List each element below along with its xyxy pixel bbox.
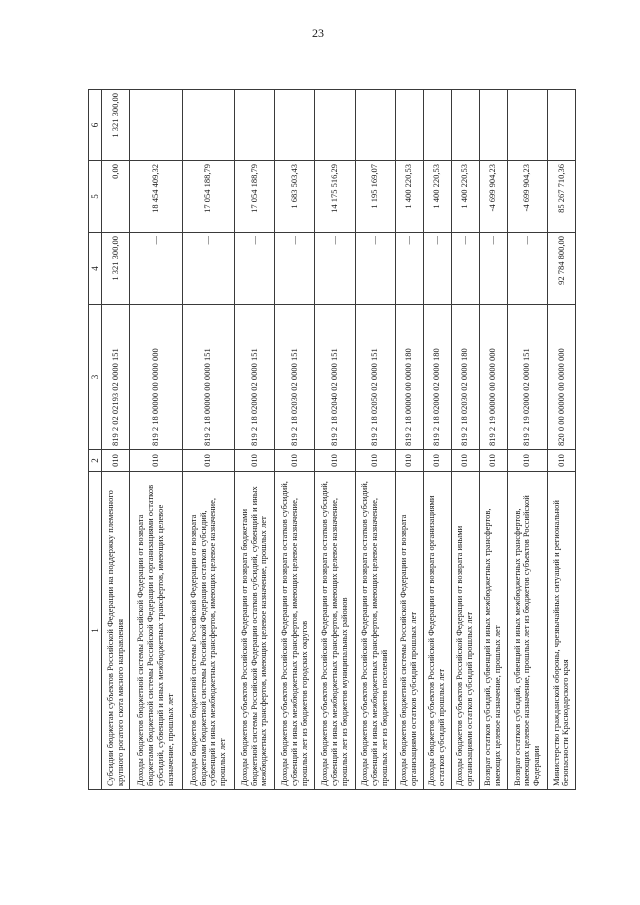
table-row — [355, 90, 395, 790]
row-budget-code: 819 2 18 02030 02 0000 151 — [275, 305, 315, 450]
row-name: Возврат остатков субсидий, субвенций и иных межбюджетных трансфертов, имеющих целевое назначение, прошлых лет из бюджетов субъектов Российской Федерации — [507, 472, 547, 790]
header-col-1: 1 — [89, 472, 102, 790]
row-name: Доходы бюджетов бюджетной системы Российской Федерации от возврата бюджетами бюджетной системы Российской Федерации остатков субсидий, субвенций и иных межбюджетных трансфертов, имеющих целевое назначение, прошлых лет — [182, 472, 234, 790]
table-row — [130, 90, 182, 790]
row-col5-value: 0,00 — [102, 161, 130, 233]
row-budget-code: 820 0 00 00000 00 0000 000 — [547, 305, 575, 450]
row-name: Доходы бюджетов субъектов Российской Федерации от возврата остатков субсидий, субвенций и иных межбюджетных трансфертов, имеющих целевое назначение, прошлых лет из бюджетов городских округов — [275, 472, 315, 790]
row-col6-value — [275, 90, 315, 161]
table-row — [275, 90, 315, 790]
row-col4-value: — — [423, 233, 451, 305]
row-budget-code: 819 2 18 00000 00 0000 000 — [130, 305, 182, 450]
row-col4-value: — — [275, 233, 315, 305]
row-col6-value — [547, 90, 575, 161]
header-col-5: 5 — [89, 161, 102, 233]
row-admin-code: 010 — [395, 450, 423, 472]
row-admin-code: 010 — [507, 450, 547, 472]
row-budget-code: 819 2 18 02040 02 0000 151 — [315, 305, 355, 450]
header-col-4: 4 — [89, 233, 102, 305]
row-admin-code: 010 — [315, 450, 355, 472]
row-admin-code: 010 — [275, 450, 315, 472]
row-col5-value: 1 400 220,53 — [451, 161, 479, 233]
row-col4-value: — — [395, 233, 423, 305]
row-budget-code: 819 2 18 00000 00 0000 180 — [395, 305, 423, 450]
row-col4-value: — — [355, 233, 395, 305]
row-col5-value: 17 054 188,79 — [182, 161, 234, 233]
row-col5-value: 18 454 409,32 — [130, 161, 182, 233]
row-col4-value: 92 784 800,00 — [547, 233, 575, 305]
row-budget-code: 819 2 19 02000 02 0000 151 — [507, 305, 547, 450]
table-row — [395, 90, 423, 790]
budget-table — [88, 89, 576, 790]
row-col6-value — [395, 90, 423, 161]
row-budget-code: 819 2 18 02000 02 0000 151 — [234, 305, 274, 450]
row-budget-code: 819 2 02 02193 02 0000 151 — [102, 305, 130, 450]
row-col5-value: 1 400 220,53 — [395, 161, 423, 233]
row-name: Возврат остатков субсидий, субвенций и иных межбюджетных трансфертов, имеющих целевое назначение, прошлых лет — [479, 472, 507, 790]
row-admin-code: 010 — [130, 450, 182, 472]
row-col4-value: — — [130, 233, 182, 305]
row-name: Доходы бюджетов субъектов Российской Федерации от возврата организациями остатков субсидий прошлых лет — [423, 472, 451, 790]
row-admin-code: 010 — [234, 450, 274, 472]
row-name: Доходы бюджетов субъектов Российской Федерации от возврата остатков субсидий, субвенций и иных межбюджетных трансфертов, имеющих целевое назначение, прошлых лет из бюджетов поселений — [355, 472, 395, 790]
row-col5-value: 1 683 503,43 — [275, 161, 315, 233]
row-admin-code: 010 — [423, 450, 451, 472]
row-col6-value — [423, 90, 451, 161]
row-admin-code: 010 — [182, 450, 234, 472]
row-name: Доходы бюджетов бюджетной системы Российской Федерации от возврата бюджетами бюджетной системы Российской Федерации и организациями остатков субсидий, субвенций и иных межбюджетных трансфертов, имеющих целевое назначение, прошлых лет — [130, 472, 182, 790]
row-budget-code: 819 2 18 02000 02 0000 180 — [423, 305, 451, 450]
row-col6-value — [234, 90, 274, 161]
header-col-3: 3 — [89, 305, 102, 450]
table-row — [315, 90, 355, 790]
row-col5-value: -4 699 904,23 — [479, 161, 507, 233]
table-row — [234, 90, 274, 790]
row-col5-value: 1 195 169,07 — [355, 161, 395, 233]
row-col5-value: -4 699 904,23 — [507, 161, 547, 233]
row-admin-code: 010 — [355, 450, 395, 472]
row-budget-code: 819 2 18 02050 02 0000 151 — [355, 305, 395, 450]
row-name: Министерство гражданской обороны, чрезвычайных ситуаций и региональной безопасности Краснодарского края — [547, 472, 575, 790]
row-col4-value: 1 321 300,00 — [102, 233, 130, 305]
row-name: Субсидии бюджетам субъектов Российской Федерации на поддержку племенного крупного рогатого скота мясного направления — [102, 472, 130, 790]
row-col6-value — [355, 90, 395, 161]
table-row — [507, 90, 547, 790]
row-name: Доходы бюджетов субъектов Российской Федерации от возврата остатков субсидий, субвенций и иных межбюджетных трансфертов, имеющих целевое назначение, прошлых лет из бюджетов муниципальных районов — [315, 472, 355, 790]
row-budget-code: 819 2 18 00000 00 0000 151 — [182, 305, 234, 450]
row-budget-code: 819 2 18 02030 02 0000 180 — [451, 305, 479, 450]
row-col6-value — [182, 90, 234, 161]
row-col6-value — [451, 90, 479, 161]
table-row — [102, 90, 130, 790]
table-row — [479, 90, 507, 790]
row-col5-value: 85 267 710,36 — [547, 161, 575, 233]
row-name: Доходы бюджетов бюджетной системы Российской Федерации от возврата организациями остатков субсидий прошлых лет — [395, 472, 423, 790]
table-row — [547, 90, 575, 790]
row-col4-value: — — [315, 233, 355, 305]
row-col5-value: 17 054 188,79 — [234, 161, 274, 233]
table-row — [451, 90, 479, 790]
row-col4-value: — — [507, 233, 547, 305]
row-admin-code: 010 — [102, 450, 130, 472]
table-row — [182, 90, 234, 790]
row-col4-value: — — [479, 233, 507, 305]
row-col6-value — [130, 90, 182, 161]
rotated-table-container — [88, 90, 576, 790]
row-name: Доходы бюджетов субъектов Российской Федерации от возврата иными организациями остатков субсидий прошлых лет — [451, 472, 479, 790]
header-col-2: 2 — [89, 450, 102, 472]
table-row — [423, 90, 451, 790]
row-admin-code: 010 — [479, 450, 507, 472]
row-col4-value: — — [451, 233, 479, 305]
row-name: Доходы бюджетов субъектов Российской Федерации от возврата бюджетами бюджетной системы Российской Федерации остатков субсидий, субвенций и иных межбюджетных трансфертов, имеющих целевое назначение, прошлых лет — [234, 472, 274, 790]
row-col4-value: — — [182, 233, 234, 305]
row-col6-value: 1 321 300,00 — [102, 90, 130, 161]
row-admin-code: 010 — [547, 450, 575, 472]
row-col4-value: — — [234, 233, 274, 305]
row-col6-value — [315, 90, 355, 161]
row-col5-value: 1 400 220,53 — [423, 161, 451, 233]
page-number: 23 — [312, 26, 324, 40]
row-admin-code: 010 — [451, 450, 479, 472]
row-col6-value — [479, 90, 507, 161]
row-col6-value — [507, 90, 547, 161]
header-col-6: 6 — [89, 90, 102, 161]
row-col5-value: 14 175 516,29 — [315, 161, 355, 233]
row-budget-code: 819 2 19 00000 00 0000 000 — [479, 305, 507, 450]
table-header-row — [89, 90, 102, 790]
